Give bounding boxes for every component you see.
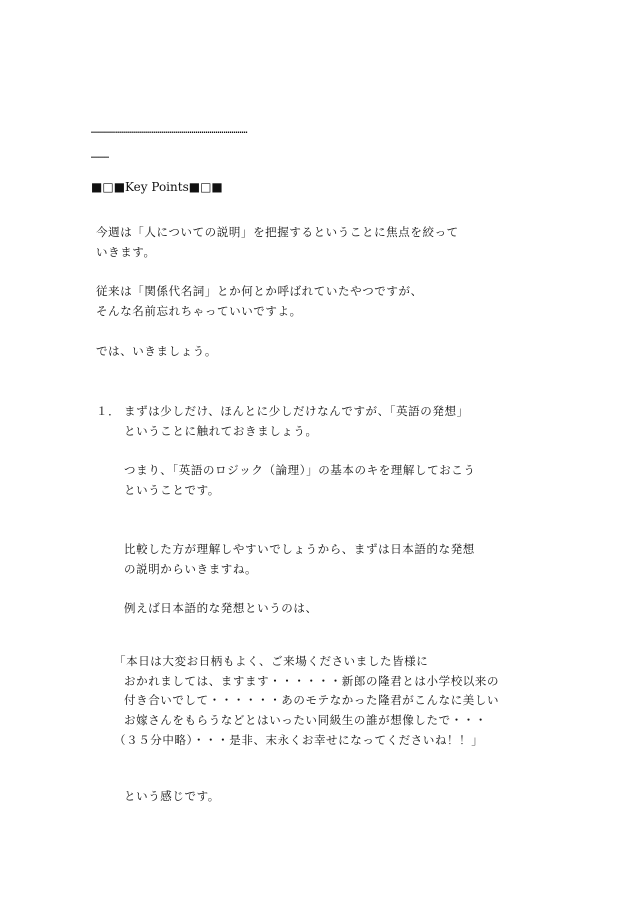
intro-paragraph-3-line-1: では、いきましょう。 <box>96 344 217 358</box>
key-points-heading <box>91 180 223 194</box>
separator-line-2: ……… <box>91 150 110 161</box>
hollow-square-icon: □ <box>200 180 212 194</box>
section-1-line-1: まずは少しだけ、ほんとに少しだけなんですが、「英語の発想」 <box>124 404 469 418</box>
section-1-line-5: 比較した方が理解しやすいでしょうから、まずは日本語的な発想 <box>124 542 475 556</box>
hollow-square-icon: □ <box>102 180 114 194</box>
quote-line-1: 「本日は大変お日柄もよく、ご来場くださいました皆様に <box>114 654 429 668</box>
quote-line-2: おかれましては、ますます・・・・・・新郎の隆君とは小学校以来の <box>124 674 500 688</box>
section-1-line-4: ということです。 <box>124 483 220 497</box>
section-1-line-6: の説明からいきますね。 <box>124 562 258 576</box>
section-1-line-7: 例えば日本語的な発想というのは、 <box>124 601 318 615</box>
intro-paragraph-1-line-2: いきます。 <box>96 245 156 259</box>
quote-line-4: お嫁さんをもらうなどとはいったい同級生の誰が想像したで・・・ <box>124 713 487 727</box>
quote-line-5: （３５分中略）・・・是非、末永くお幸せになってくださいね！！」 <box>114 733 484 747</box>
quote-line-3: 付き合いでして・・・・・・あのモテなかった隆君がこんなに美しい <box>124 693 500 707</box>
separator-line-1: …………………………………………………………………… <box>91 125 248 136</box>
intro-paragraph-2-line-2: そんな名前忘れちゃっていいですよ。 <box>96 304 302 318</box>
intro-paragraph-2-line-1: 従来は「関係代名詞」とか何とか呼ばれていたやつですが、 <box>96 284 423 298</box>
intro-paragraph-1-line-1: 今週は「人についての説明」を把握するということに焦点を絞って <box>96 225 459 239</box>
filled-square-icon: ■ <box>211 180 223 194</box>
section-1-number: １． <box>96 404 121 418</box>
filled-square-icon: ■ <box>188 180 201 194</box>
section-1-line-2: ということに触れておきましょう。 <box>124 424 318 438</box>
closing-line-1: という感じです。 <box>124 789 220 803</box>
section-1-line-3: つまり、「英語のロジック（論理）」の基本のキを理解しておこう <box>124 463 476 477</box>
filled-square-icon: ■ <box>91 180 103 194</box>
filled-square-icon: ■ <box>113 180 126 194</box>
key-points-title: Key Points <box>125 180 189 194</box>
